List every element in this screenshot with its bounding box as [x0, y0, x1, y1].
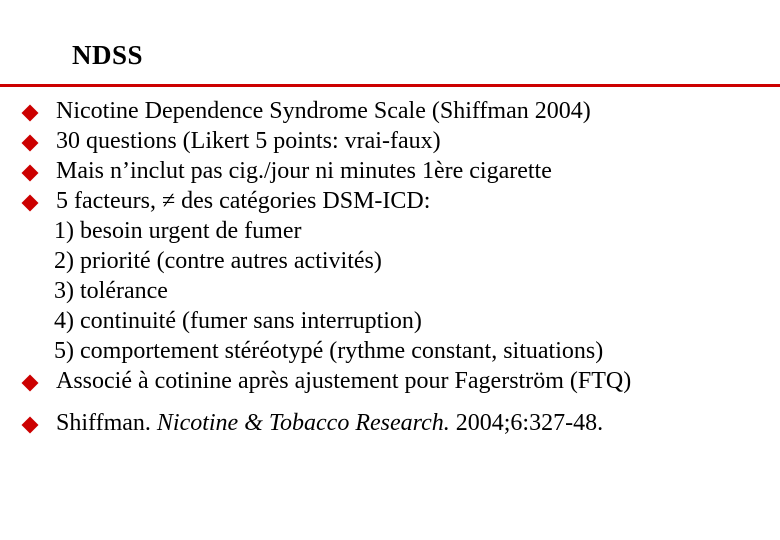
bullet-item — [20, 126, 780, 156]
diamond-bullet-icon — [22, 165, 39, 182]
title-divider — [0, 84, 780, 87]
bullet-text: Associé à cotinine après ajustement pour Fagerström (FTQ) — [56, 368, 632, 394]
factor-item: 3) tolérance — [54, 278, 168, 304]
bullet-item — [20, 96, 780, 126]
factor-item: 4) continuité (fumer sans interruption) — [54, 308, 422, 334]
bullet-item — [20, 186, 780, 366]
factor-item: 2) priorité (contre autres activités) — [54, 248, 382, 274]
diamond-bullet-icon — [22, 105, 39, 122]
bullet-item — [20, 366, 780, 396]
diamond-bullet-icon — [22, 195, 39, 212]
bullet-item — [20, 156, 780, 186]
bullet-text: Mais n’inclut pas cig./jour ni minutes 1ère cigarette — [56, 158, 552, 184]
bullet-text: 30 questions (Likert 5 points: vrai-faux) — [56, 128, 441, 154]
reference-item — [20, 408, 780, 438]
slide-title: NDSS — [72, 40, 144, 70]
factor-item: 1) besoin urgent de fumer — [54, 218, 302, 244]
reference-author: Shiffman. — [56, 410, 151, 436]
bullet-text: 5 facteurs, ≠ des catégories DSM-ICD: — [56, 188, 431, 214]
diamond-bullet-icon — [22, 417, 39, 434]
factor-list — [54, 216, 778, 366]
diamond-bullet-icon — [22, 375, 39, 392]
bullet-text: Nicotine Dependence Syndrome Scale (Shiffman 2004) — [56, 98, 591, 124]
reference-journal: Nicotine & Tobacco Research. — [156, 410, 450, 436]
diamond-bullet-icon — [22, 135, 39, 152]
bullet-list — [20, 96, 780, 438]
factor-item: 5) comportement stéréotypé (rythme constant, situations) — [54, 338, 604, 364]
reference-citation: 2004;6:327-48. — [455, 410, 604, 436]
